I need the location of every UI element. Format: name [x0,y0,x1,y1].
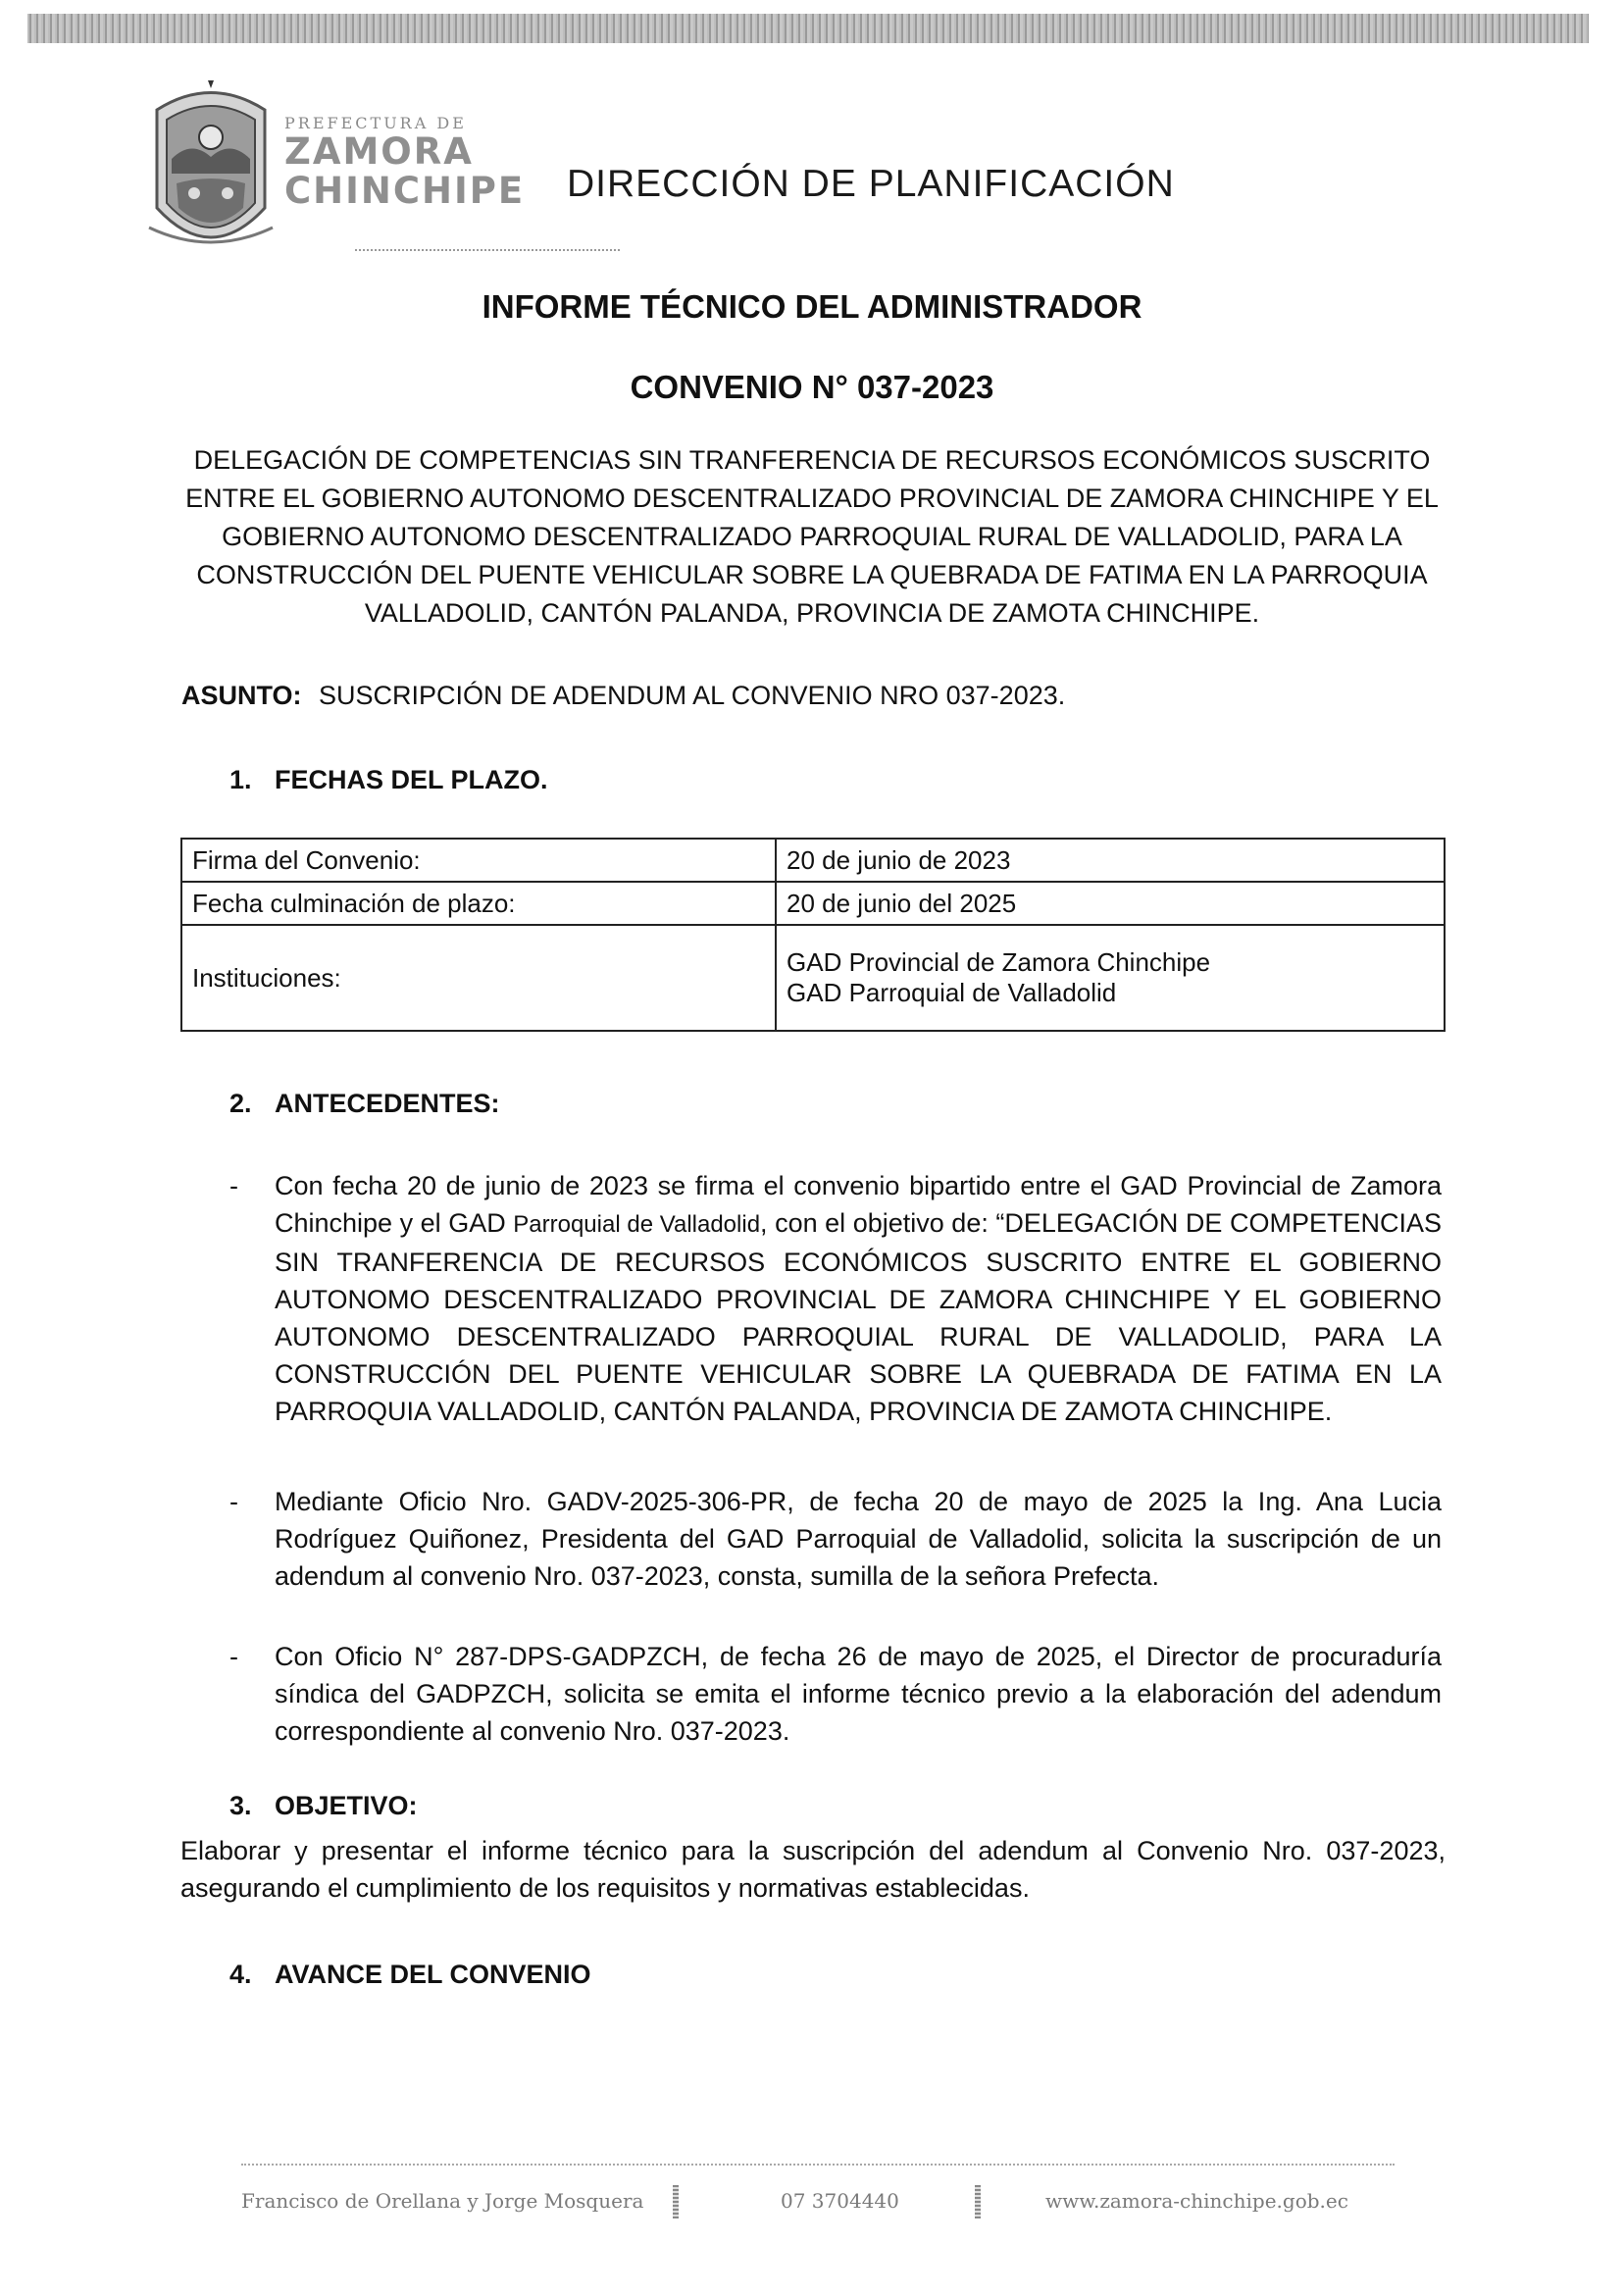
plazo-table [180,838,1446,1032]
logo-subtitle: PREFECTURA DE [284,114,467,132]
footer-address: Francisco de Orellana y Jorge Mosquera [241,2189,644,2213]
antecedente-1-small: Parroquial de Valladolid [513,1211,761,1238]
footer-phone: 07 3704440 [781,2189,899,2213]
footer-website: www.zamora-chinchipe.gob.ec [1045,2189,1348,2213]
footer-divider [241,2164,1395,2166]
section-4-number: 4. [229,1960,252,1989]
section-4-heading [229,1960,591,1990]
row-label: Firma del Convenio: [181,839,776,882]
antecedente-1-part-1: Con fecha 20 de junio de 2023 se firma el convenio bipartido entre el GAD Provincial de Zamora Chinchipe y el GAD [275,1171,1442,1238]
asunto-label: ASUNTO: [181,681,302,710]
section-3-number: 3. [229,1791,252,1820]
antecedente-2: Mediante Oficio Nro. GADV-2025-306-PR, de fecha 20 de mayo de 2025 la Ing. Ana Lucia Rodríguez Quiñonez, Presidenta del GAD Parroquial de Valladolid, solicita la suscripción de un adendum al convenio Nro. 037-2023, consta, sumilla de la señora Prefecta. [275,1487,1442,1591]
institution-2: GAD Parroquial de Valladolid [787,978,1117,1007]
antecedente-1-part-2: , con el objetivo de: “DELEGACIÓN DE COMPETENCIAS SIN TRANFERENCIA DE RECURSOS ECONÓMICOS SUSCRITO ENTRE EL GOBIERNO AUTONOMO DESCENTRALIZADO PROVINCIAL DE ZAMORA CHINCHIPE Y EL GOBIERNO AUTONOMO DESCENTRALIZADO PARROQUIAL RURAL DE VALLADOLID, PARA LA CONSTRUCCIÓN DEL PUENTE VEHICULAR SOBRE LA QUEBRADA DE FATIMA EN LA PARROQUIA VALLADOLID, CANTÓN PALANDA, PROVINCIA DE ZAMOTA CHINCHIPE. [275,1208,1443,1426]
table-row [181,839,1445,882]
section-2-number: 2. [229,1089,252,1118]
antecedente-1 [275,1167,1442,1430]
section-2-title: ANTECEDENTES: [275,1089,500,1118]
scan-top-band [27,14,1589,43]
row-value: 20 de junio del 2025 [776,882,1445,925]
institution-1: GAD Provincial de Zamora Chinchipe [787,947,1211,977]
footer-separator [673,2185,679,2218]
antecedente-3: Con Oficio N° 287-DPS-GADPZCH, de fecha 26 de mayo de 2025, el Director de procuraduría síndica del GADPZCH, solicita se emita el informe técnico previo a la elaboración del adendum correspondiente al convenio Nro. 037-2023. [275,1642,1442,1746]
row-label: Instituciones: [181,925,776,1031]
section-4-title: AVANCE DEL CONVENIO [275,1960,591,1989]
objetivo-paragraph: Elaborar y presentar el informe técnico para la suscripción del adendum al Convenio Nro. 037-2023, asegurando el cumplimiento de los requisitos y normativas establecidas. [180,1836,1446,1903]
logo-wordmark [284,114,526,212]
table-row [181,925,1445,1031]
footer-separator [975,2185,981,2218]
convenio-description: DELEGACIÓN DE COMPETENCIAS SIN TRANFERENCIA DE RECURSOS ECONÓMICOS SUSCRITO ENTRE EL GOBIERNO AUTONOMO DESCENTRALIZADO PROVINCIAL DE ZAMORA CHINCHIPE Y EL GOBIERNO AUTONOMO DESCENTRALIZADO PARROQUIAL RURAL DE VALLADOLID, PARA LA CONSTRUCCIÓN DEL PUENTE VEHICULAR SOBRE LA QUEBRADA DE FATIMA EN LA PARROQUIA VALLADOLID, CANTÓN PALANDA, PROVINCIA DE ZAMOTA CHINCHIPE. [185,445,1439,628]
list-item [229,1167,1442,1430]
logo-line-1: ZAMORA [284,130,474,173]
row-value [776,925,1445,1031]
prefectura-shield-logo [137,80,284,277]
row-value: 20 de junio de 2023 [776,839,1445,882]
department-heading: DIRECCIÓN DE PLANIFICACIÓN [567,163,1175,205]
bullet-dash: - [229,1487,238,1516]
section-1-title: FECHAS DEL PLAZO. [275,765,548,794]
bullet-dash: - [229,1642,238,1671]
asunto-text: SUSCRIPCIÓN DE ADENDUM AL CONVENIO NRO 037-2023. [319,681,1066,710]
report-title: INFORME TÉCNICO DEL ADMINISTRADOR [482,288,1142,325]
section-1-heading [229,765,548,795]
logo-line-2: CHINCHIPE [284,170,526,212]
table-row [181,882,1445,925]
section-3-title: OBJETIVO: [275,1791,418,1820]
bullet-dash: - [229,1171,238,1200]
logo-divider [355,249,620,254]
list-item [229,1483,1442,1595]
list-item [229,1638,1442,1750]
section-3-heading [229,1791,418,1821]
row-label: Fecha culminación de plazo: [181,882,776,925]
convenio-number: CONVENIO N° 037-2023 [630,369,994,405]
asunto-line [181,681,1065,711]
section-1-number: 1. [229,765,252,794]
section-2-heading [229,1089,500,1119]
